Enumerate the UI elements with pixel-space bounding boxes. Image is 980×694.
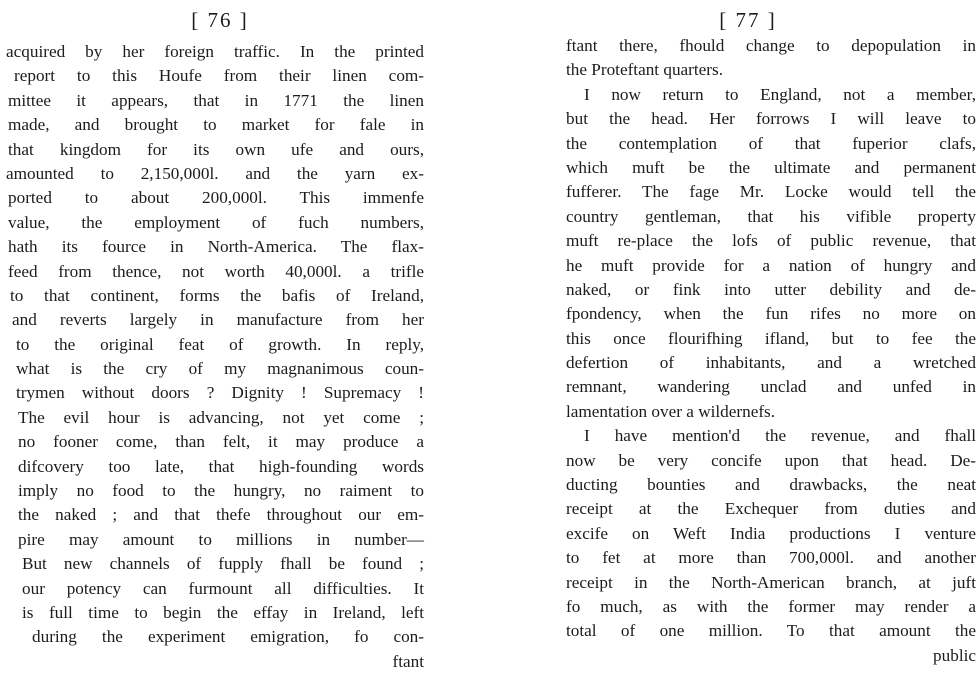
- text-line: amounted to 2,150,000l. and the yarn ex-: [6, 163, 424, 183]
- text-line: excife on Weft India productions I venture: [566, 523, 976, 543]
- text-line: defertion of inhabitants, and a wretched: [566, 353, 976, 373]
- text-line: naked, or fink into utter debility and de-: [566, 279, 976, 299]
- text-line: mittee it appears, that in 1771 the linen: [8, 90, 424, 110]
- text-line: he muft provide for a nation of hungry and: [566, 255, 976, 275]
- text-line: this once flourifhing ifland, but to fee the: [566, 328, 976, 348]
- text-line: is full time to begin the effay in Ireland, left: [22, 602, 424, 622]
- text-line: value, the employment of fuch numbers,: [8, 212, 424, 232]
- text-line: during the experiment emigration, fo con-: [32, 627, 424, 647]
- text-line: now be very concife upon that head. De-: [566, 450, 976, 470]
- text-line: the naked ; and that thefe throughout our em-: [18, 505, 424, 525]
- text-line: trymen without doors ? Dignity ! Supremacy !: [16, 383, 424, 403]
- text-line: that kingdom for its own ufe and ours,: [8, 139, 424, 159]
- text-line: to fet at more than 700,000l. and another: [566, 548, 976, 568]
- text-line: the Proteftant quarters.: [566, 60, 724, 80]
- text-line: our potency can furmount all difficulties. It: [22, 578, 424, 598]
- text-line: ftant there, fhould change to depopulation in: [566, 36, 976, 55]
- text-line: which muft be the ultimate and permanent: [566, 157, 976, 177]
- text-line: lamentation over a wildernefs.: [566, 401, 776, 421]
- text-line: report to this Houfe from their linen com-: [14, 66, 424, 86]
- text-line: receipt in the North-American branch, at juft: [566, 572, 976, 592]
- text-line: acquired by her foreign traffic. In the printed: [6, 42, 424, 61]
- text-line: to that continent, forms the bafis of Ireland,: [10, 285, 424, 305]
- text-line: imply no food to the hungry, no raiment to: [18, 481, 424, 501]
- text-line: difcovery too late, that high-founding words: [18, 456, 424, 476]
- right-text-block: [566, 34, 976, 668]
- text-line: ducting bounties and drawbacks, the neat: [566, 475, 976, 495]
- text-line: total of one million. To that amount the: [566, 621, 976, 641]
- text-line: and reverts largely in manufacture from her: [12, 310, 424, 330]
- text-line: hath its fource in North-America. The flax-: [8, 237, 424, 257]
- text-line: fufferer. The fage Mr. Locke would tell the: [566, 182, 976, 202]
- text-line: what is the cry of my magnanimous coun-: [16, 359, 424, 379]
- text-line: country gentleman, that his vifible property: [566, 206, 976, 226]
- catchword: public: [933, 645, 976, 665]
- text-line: remnant, wandering unclad and unfed in: [566, 377, 976, 397]
- text-line: But new channels of fupply fhall be found ;: [22, 554, 424, 574]
- text-line: The evil hour is advancing, not yet come ;: [18, 407, 424, 427]
- text-line: but the head. Her forrows I will leave to: [566, 109, 976, 129]
- text-line: fpondency, when the fun rifes no more on: [566, 304, 976, 324]
- text-line: I now return to England, not a member,: [584, 84, 976, 104]
- text-line: muft re-place the lofs of public revenue, that: [566, 231, 976, 251]
- page-number: [ 76 ]: [191, 8, 249, 32]
- text-line: pire may amount to millions in number—: [18, 529, 424, 549]
- left-page: [0, 0, 460, 694]
- text-line: no fooner come, than felt, it may produce a: [18, 432, 424, 452]
- text-line: made, and brought to market for fale in: [8, 115, 424, 135]
- right-page: [518, 0, 980, 694]
- catchword: ftant: [392, 651, 424, 671]
- text-line: I have mention'd the revenue, and fhall: [584, 426, 976, 446]
- text-line: to the original feat of growth. In reply,: [16, 334, 424, 354]
- left-text-block: [6, 40, 424, 674]
- text-line: fo much, as with the former may render a: [566, 596, 976, 616]
- text-line: receipt at the Exchequer from duties and: [566, 499, 976, 519]
- page-number: [ 77 ]: [719, 8, 777, 32]
- text-line: ported to about 200,000l. This immenfe: [8, 188, 424, 208]
- text-line: feed from thence, not worth 40,000l. a trifle: [8, 261, 424, 281]
- text-line: the contemplation of that fuperior clafs,: [566, 133, 976, 153]
